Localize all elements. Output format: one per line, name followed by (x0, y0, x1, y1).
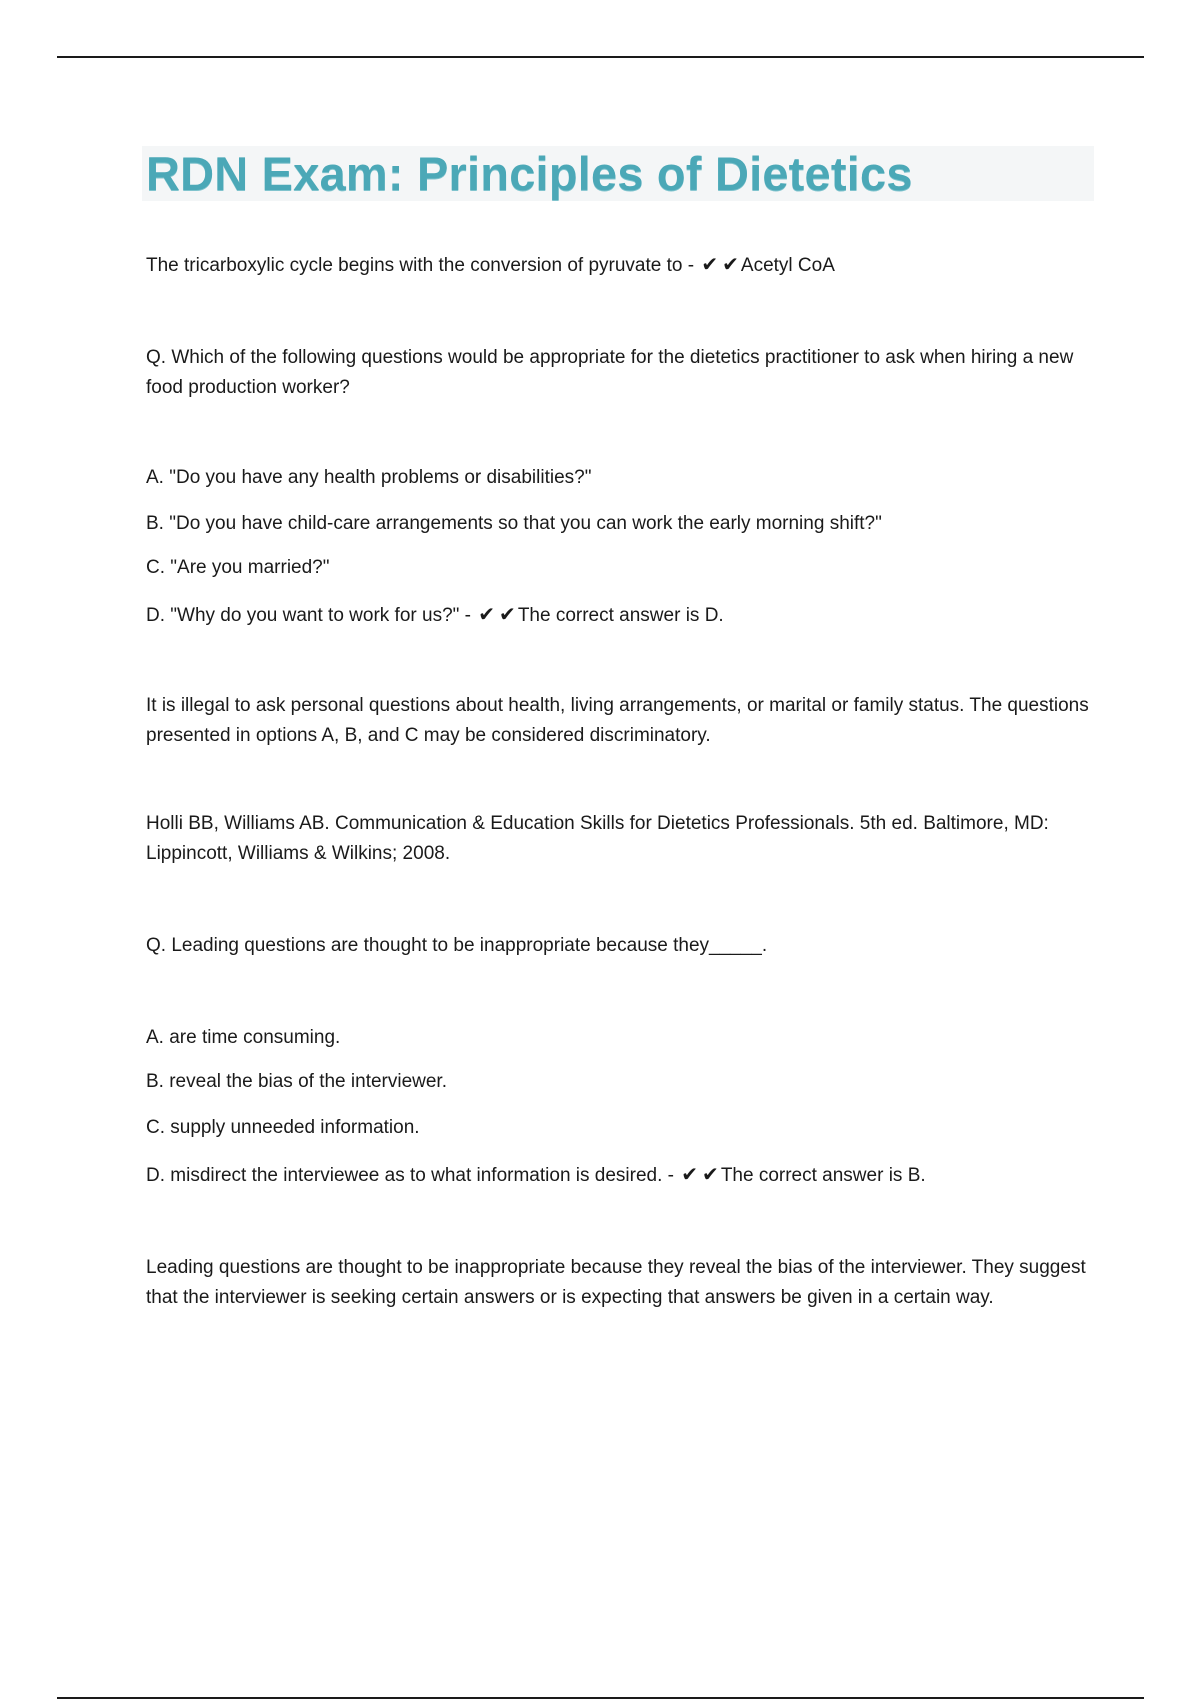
check-icon: ✔ (478, 602, 496, 626)
question-1 (146, 249, 1094, 281)
title-band (142, 146, 1094, 201)
question-3-option-d (146, 1159, 1094, 1191)
question-2-prompt: Q. Which of the following questions would be appropriate for the dietetics practitioner to ask when hiring a new food production worker? (146, 347, 1074, 398)
question-2-option-c: C. "Are you married?" (146, 557, 330, 578)
question-3-option-d-text: D. misdirect the interviewee as to what information is desired. - (146, 1165, 674, 1186)
question-3-answer: The correct answer is B. (720, 1165, 926, 1186)
check-icon: ✔ (722, 252, 739, 276)
document-title: RDN Exam: Principles of Dietetics (146, 147, 913, 200)
question-1-prompt: The tricarboxylic cycle begins with the conversion of pyruvate to - (146, 255, 695, 276)
question-2-option-a: A. "Do you have any health problems or disabilities?" (146, 467, 592, 488)
question-3-explanation: Leading questions are thought to be inappropriate because they reveal the bias of the interviewer. They suggest that the interviewer is seeking certain answers or is expecting that answers be given in a certain way. (146, 1257, 1086, 1308)
check-icon: ✔ (701, 252, 719, 276)
question-2-explanation: It is illegal to ask personal questions about health, living arrangements, or marital or family status. The questions presented in options A, B, and C may be considered discriminatory. (146, 695, 1089, 746)
check-icon: ✔ (702, 1162, 719, 1186)
top-divider (57, 56, 1144, 58)
question-1-answer: Acetyl CoA (740, 255, 835, 276)
question-2-option-b: B. "Do you have child-care arrangements so that you can work the early morning shift?" (146, 513, 882, 534)
question-2-option-d-text: D. "Why do you want to work for us?" - (146, 605, 471, 626)
question-2-answer: The correct answer is D. (517, 605, 724, 626)
question-3-prompt: Q. Leading questions are thought to be inappropriate because they_____. (146, 935, 768, 956)
question-3-option-b: B. reveal the bias of the interviewer. (146, 1071, 447, 1092)
check-icon: ✔ (681, 1162, 699, 1186)
bottom-divider (57, 1697, 1144, 1699)
question-3-option-c: C. supply unneeded information. (146, 1117, 420, 1138)
question-2-option-d (146, 599, 1094, 631)
question-3-option-a: A. are time consuming. (146, 1027, 341, 1048)
document-body (146, 146, 1094, 1313)
check-icon: ✔ (499, 602, 516, 626)
question-2-reference: Holli BB, Williams AB. Communication & Education Skills for Dietetics Professionals. 5th ed. Baltimore, MD: Lippincott, Williams & Wilkins; 2008. (146, 813, 1049, 864)
